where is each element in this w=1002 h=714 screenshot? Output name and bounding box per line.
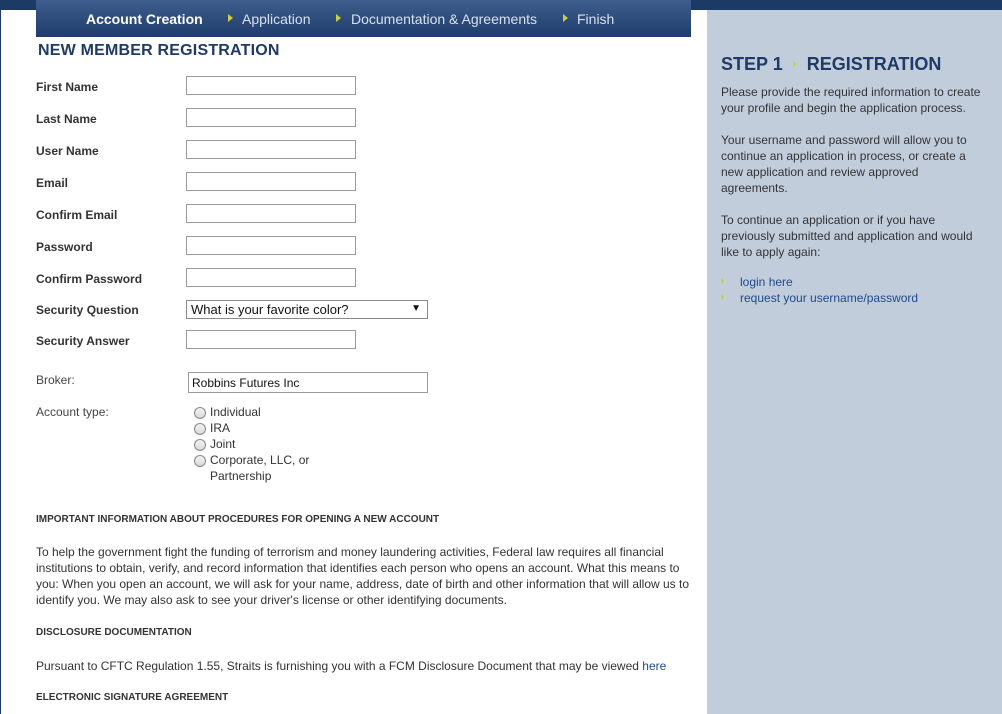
disclosure-heading: DISCLOSURE DOCUMENTATION <box>36 627 192 638</box>
user-name-label: User Name <box>36 144 99 158</box>
email-input[interactable] <box>186 172 356 191</box>
disclosure-here-link[interactable]: here <box>642 659 667 673</box>
password-input[interactable] <box>186 236 356 255</box>
step-number: STEP 1 <box>721 54 783 74</box>
disclosure-text <box>36 658 696 674</box>
nav-item-finish[interactable]: Finish <box>577 11 615 27</box>
security-question-select[interactable] <box>186 300 428 319</box>
page-title: NEW MEMBER REGISTRATION <box>38 42 280 59</box>
security-answer-input[interactable] <box>186 330 356 349</box>
first-name-input[interactable] <box>186 76 356 95</box>
broker-input[interactable] <box>188 372 428 393</box>
chevron-right-icon <box>228 14 233 22</box>
disclosure-text-body: Pursuant to CFTC Regulation 1.55, Straits is furnishing you with a FCM Disclosure Document that may be viewed <box>36 659 639 673</box>
user-name-input[interactable] <box>186 140 356 159</box>
esign-heading: ELECTRONIC SIGNATURE AGREEMENT <box>36 692 229 703</box>
account-type-label: Account type: <box>36 405 109 419</box>
email-label: Email <box>36 176 69 190</box>
sidebar-para-3: To continue an application or if you have previously submitted and application and would like to apply again: <box>721 213 973 259</box>
nav-item-application[interactable]: Application <box>242 11 311 27</box>
chevron-right-icon <box>563 14 568 22</box>
nav-item-account-creation[interactable]: Account Creation <box>86 11 203 27</box>
security-answer-label: Security Answer <box>36 334 130 348</box>
step-title: REGISTRATION <box>806 54 942 74</box>
left-border <box>0 0 1 714</box>
confirm-email-input[interactable] <box>186 204 356 223</box>
last-name-label: Last Name <box>36 112 97 126</box>
sidebar-para-1: Please provide the required information to create your profile and begin the application process. <box>721 85 981 115</box>
progress-nav <box>36 0 691 37</box>
nav-item-documentation[interactable]: Documentation & Agreements <box>351 11 537 27</box>
security-question-value: What is your favorite color? <box>191 302 349 317</box>
chevron-right-icon <box>336 14 341 22</box>
broker-label: Broker: <box>36 373 75 387</box>
password-label: Password <box>36 240 93 254</box>
radio-button[interactable] <box>194 455 206 467</box>
important-info-text: To help the government fight the funding of terrorism and money laundering activities, Federal law requires all financial institutions to obtain, verify, and record information that identifies each person who opens an account. What this means to you: When you open an account, we will ask for your name, address, date of birth and other information that will allow us to identify you. We may also ask to see your driver's license or other identifying documents. <box>36 545 690 607</box>
confirm-email-label: Confirm Email <box>36 208 118 222</box>
radio-button[interactable] <box>194 407 206 419</box>
bullet-icon <box>793 61 797 67</box>
bullet-icon <box>721 294 725 300</box>
important-info-heading: IMPORTANT INFORMATION ABOUT PROCEDURES FOR OPENING A NEW ACCOUNT <box>36 514 440 525</box>
first-name-label: First Name <box>36 80 99 94</box>
radio-button[interactable] <box>194 439 206 451</box>
dropdown-arrow-icon: ▼ <box>411 303 421 314</box>
radio-button[interactable] <box>194 423 206 435</box>
bullet-icon <box>721 278 725 284</box>
sidebar-title <box>721 54 941 75</box>
sidebar-para-2: Your username and password will allow you to continue an application in process, or create a new application and review approved agreements. <box>721 133 967 195</box>
confirm-password-label: Confirm Password <box>36 272 143 286</box>
last-name-input[interactable] <box>186 108 356 127</box>
security-question-label: Security Question <box>36 303 139 317</box>
confirm-password-input[interactable] <box>186 268 356 287</box>
